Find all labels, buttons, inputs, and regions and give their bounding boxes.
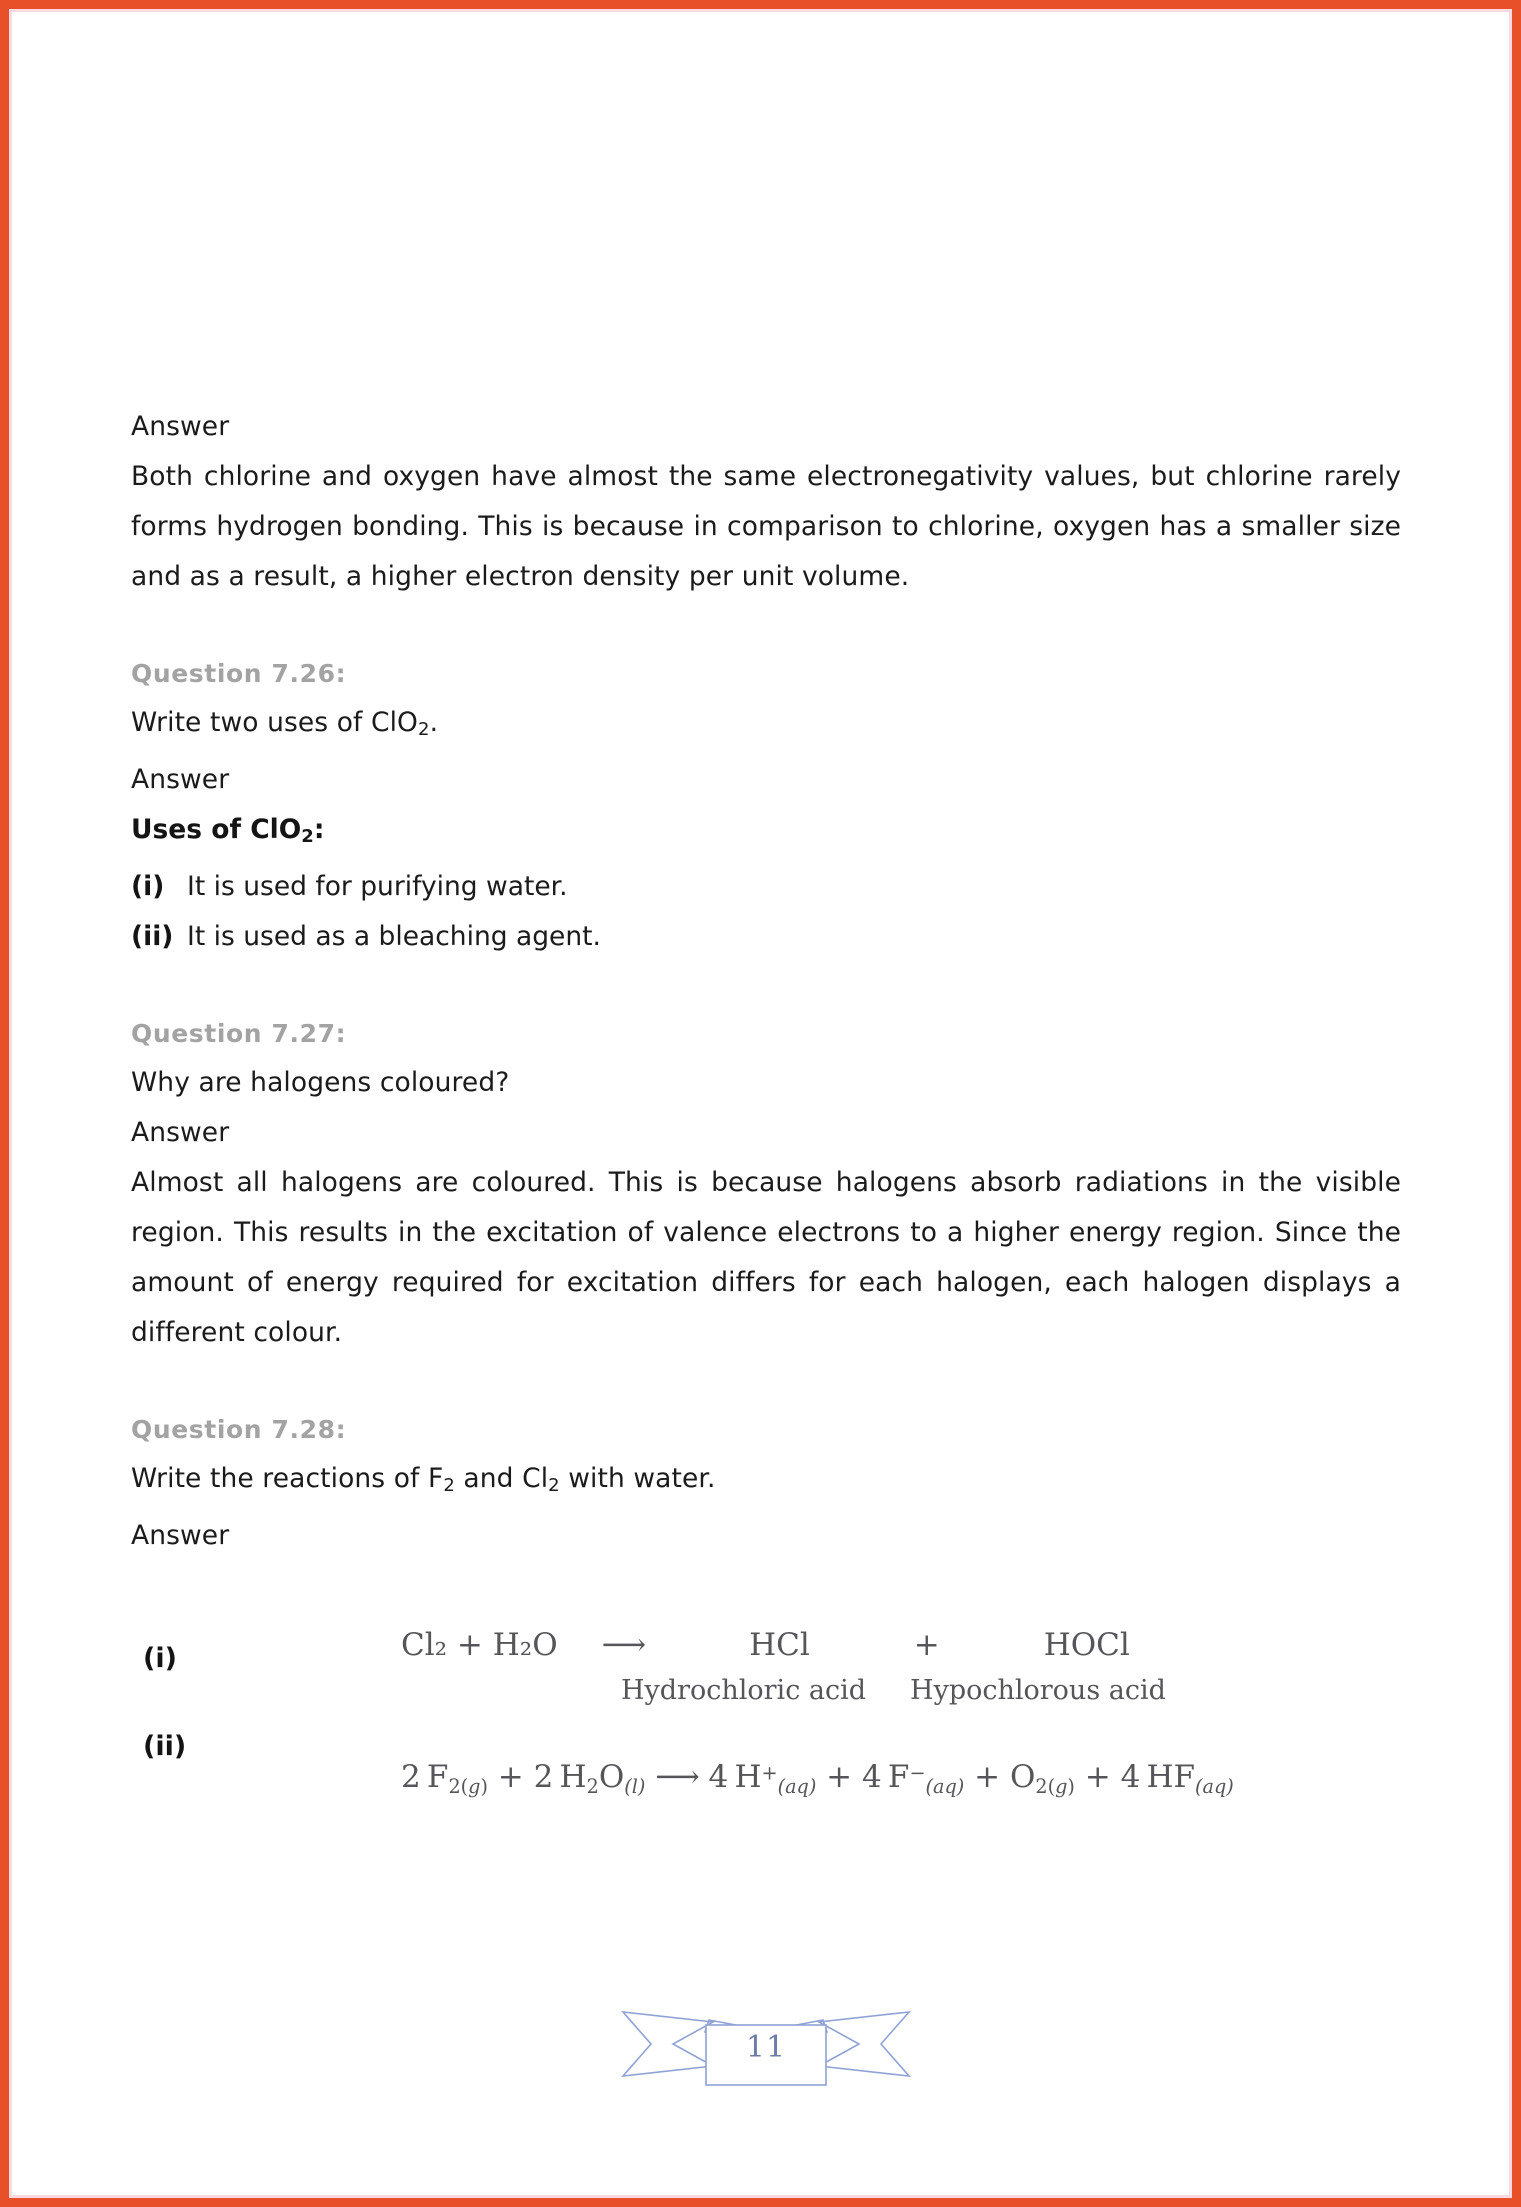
question-728-answer-label: Answer [131,1519,230,1551]
equation-i-expression [401,1627,1130,1663]
equation-ii-sub-aq3: (aq) [1195,1774,1234,1798]
list-item-text: It is used for purifying water. [187,870,568,902]
question-728-text-part1: Write the reactions of F [131,1462,444,1494]
question-726-text [131,698,1401,755]
question-728-heading: Question 7.28: [131,1414,347,1444]
equation-ii-sub-aq2: (aq) [925,1774,965,1798]
equation-i-reactants: Cl₂ + H₂O [401,1627,558,1663]
spacer [131,602,1401,650]
page-canvas [9,9,1512,2198]
equation-ii-sub-aq1: (aq) [777,1774,817,1798]
question-726-heading: Question 7.26: [131,659,347,688]
question-727-text: Why are halogens coloured? [131,1066,510,1098]
equation-i-marker: (i) [143,1643,177,1674]
equation-i-product-2: HOCl [1043,1627,1130,1663]
equation-ii-marker: (ii) [143,1731,187,1762]
question-726-text-pre: Write two uses of ClO [131,707,419,738]
question-726-answer-label: Answer [131,763,230,795]
top-answer-paragraph: Both chlorine and oxygen have almost the same electronegativity values, but chlorine rarely forms hydrogen bonding. This is because in comparison to chlorine, oxygen has a smaller size and as a result, a higher electron density per unit volume. [131,461,1401,592]
uses-title-pre: Uses of ClO [131,813,302,845]
top-answer-label: Answer [131,411,230,442]
equation-ii-sup-plus: + [761,1761,778,1785]
equation-block-i [131,1621,1401,1731]
question-728-text-part3: with water. [559,1462,716,1494]
equation-i-arrow: ⟶ [601,1627,646,1663]
page-number: 11 [745,2030,787,2065]
question-728-text-part2: and Cl [454,1462,549,1494]
equation-ii-sup-minus: − [909,1761,926,1785]
equation-ii-expression: 2 F2(g) + 2 H2O(l) ⟶ 4 H+(aq) + 4 F−(aq) + O2(g) + 4 HF(aq) [401,1759,1234,1798]
equation-i-product-1: HCl [749,1627,810,1663]
equation-ii-sub-f2: 2(g) [448,1774,488,1798]
equation-i-product-labels [621,1675,1166,1706]
equation-ii-sub-l: (l) [624,1774,646,1798]
uses-of-clo2-title [131,805,1401,862]
equation-ii-arrow: ⟶ [655,1759,699,1795]
equation-i-plus: + [913,1627,940,1663]
equation-i-label-2: Hypochlorous acid [910,1675,1166,1706]
list-item [131,862,1401,912]
uses-title-post: : [313,813,325,845]
chemical-equations [131,1621,1401,1831]
question-728-subscript-cl2: 2 [548,1474,560,1496]
question-727-answer-paragraph: Almost all halogens are coloured. This is because halogens absorb radiations in the visible region. This results in the excitation of valence electrons to a higher energy region. Since the amount of energy required for excitation differs for each halogen, each halogen displays a different colour. [131,1166,1401,1348]
equation-ii-sub-h2: 2 [586,1774,599,1798]
spacer [131,962,1401,1010]
question-726-text-post: . [429,707,439,738]
question-727-heading: Question 7.27: [131,1018,347,1048]
question-728-subscript-f2: 2 [443,1474,455,1496]
question-727-answer-label: Answer [131,1116,230,1148]
equation-block-ii [131,1731,1401,1831]
list-item-marker: (i) [131,870,165,902]
equation-i-label-1: Hydrochloric acid [621,1675,867,1706]
question-728-text [131,1454,1401,1511]
uses-title-subscript: 2 [301,825,314,847]
equation-ii-sub-o2g: 2(g) [1035,1774,1075,1798]
spacer [131,1358,1401,1406]
list-item [131,912,1401,962]
page-number-ribbon [621,1992,911,2096]
list-item-text: It is used as a bleaching agent. [187,920,601,952]
page-content [131,402,1401,1561]
list-item-marker: (ii) [131,920,174,952]
question-726-subscript: 2 [418,718,430,740]
